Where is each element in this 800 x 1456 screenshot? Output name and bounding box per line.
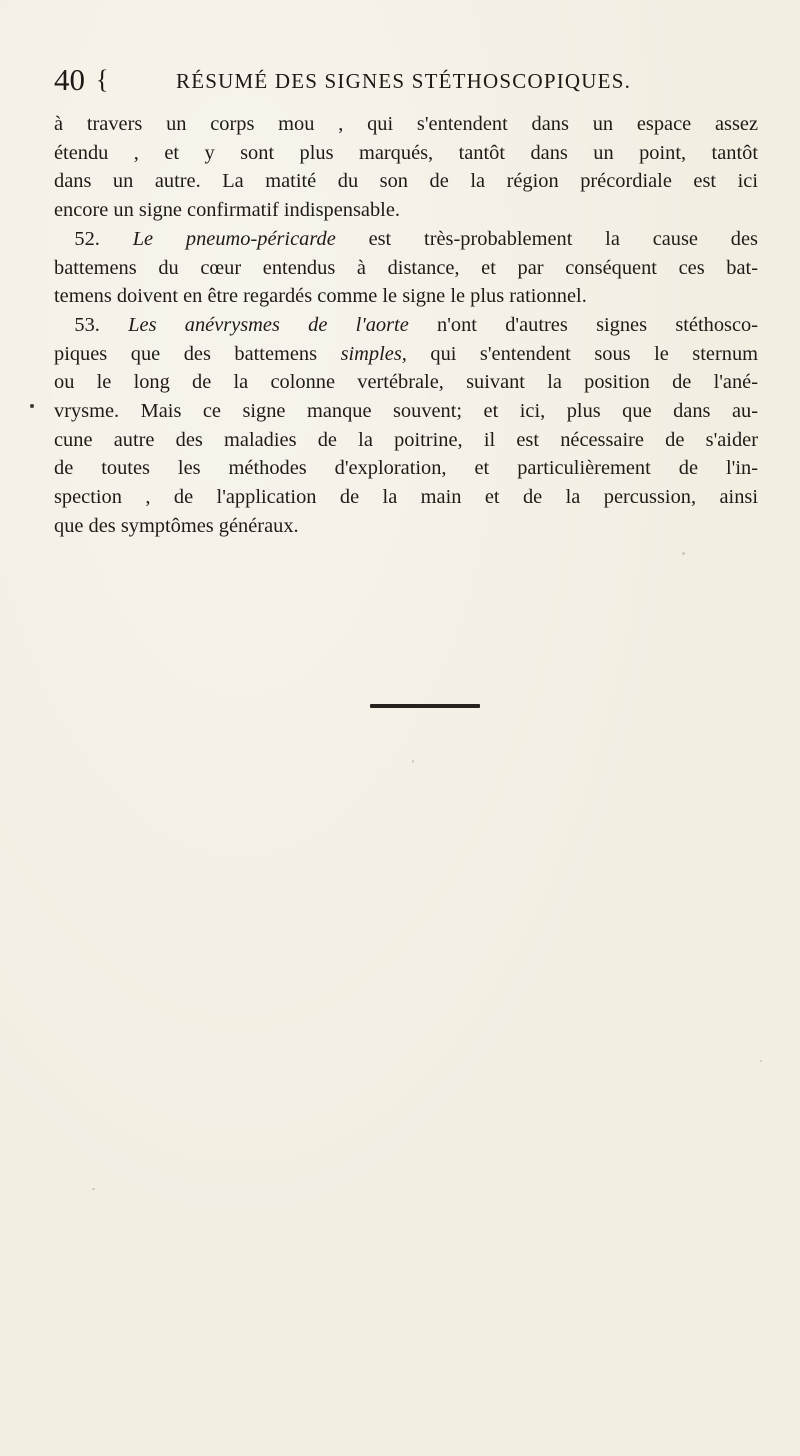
text-line: temens doivent en être regardés comme le signe le plus rationnel. [54,285,587,308]
paper-speck [412,760,414,763]
paper-speck [682,552,685,555]
running-head [54,62,754,102]
end-rule [370,704,480,708]
emphasis: simples, [340,342,407,365]
text-line: étendu , et y sont plus marqués, tantôt dans un point, tantôt [54,141,758,164]
running-head-mark: { [96,65,109,94]
page-number: 40 [54,62,85,97]
text-line: cune autre des maladies de la poitrine, il est nécessaire de s'aider [54,428,758,451]
paragraph-53-first-line: 53. Les anévrysmes de l'aorte n'ont d'autres signes stéthosco- [74,313,758,336]
text-line: vrysme. Mais ce signe manque souvent; et ici, plus que dans au- [54,400,758,423]
paper-speck [92,1188,95,1190]
paragraph-52-first-line: 52. Le pneumo-péricarde est très-probablement la cause des [74,227,758,250]
paragraph-number: 52. [74,227,100,250]
text-line: dans un autre. La matité du son de la région précordiale est ici [54,170,758,193]
body-text [54,110,758,541]
paragraph-heading: Le pneumo-péricarde [132,227,336,250]
text-line: battemens du cœur entendus à distance, et par conséquent ces bat- [54,256,758,279]
paragraph-heading: Les anévrysmes de l'aorte [128,313,409,336]
text-line: piques que des battemens simples, qui s'entendent sous le sternum [54,342,759,365]
text-line: que des symptômes généraux. [54,514,299,537]
paragraph-number: 53. [74,313,100,336]
text-line: de toutes les méthodes d'exploration, et particulièrement de l'in- [54,457,758,480]
text-line: spection , de l'application de la main et de la percussion, ainsi [54,486,758,509]
paper-speck [760,1060,762,1062]
text-line: à travers un corps mou , qui s'entendent dans un espace assez [54,113,758,135]
stray-ink-dot [30,404,34,408]
text-line: encore un signe confirmatif indispensable. [54,199,400,222]
text-line: ou le long de la colonne vertébrale, suivant la position de l'ané- [54,371,758,394]
running-title: RÉSUMÉ DES SIGNES STÉTHOSCOPIQUES. [176,69,632,93]
